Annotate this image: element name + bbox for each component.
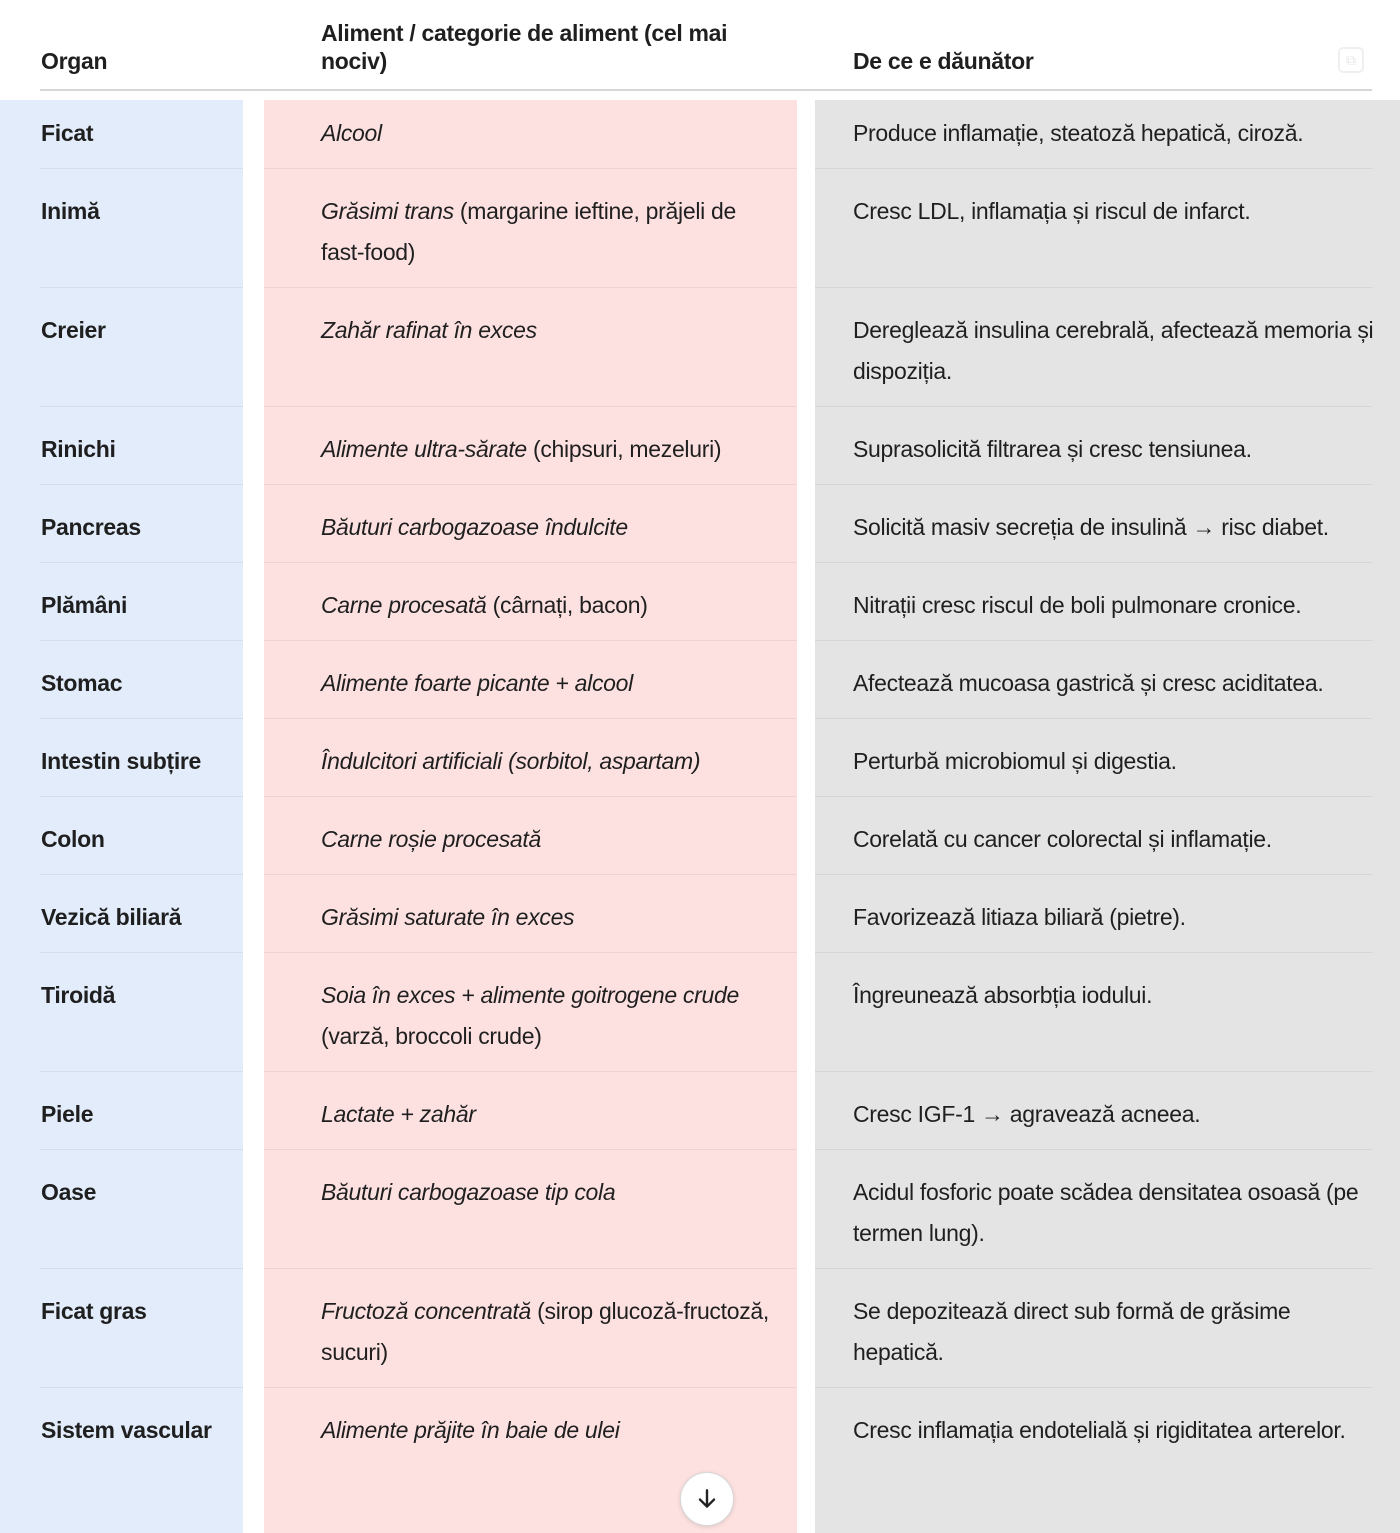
food-cell [321,1291,781,1373]
reason-cell: Produce inflamație, steatoză hepatică, ciroză. [853,120,1304,146]
food-cell-emphasis: Băuturi carbogazoase tip cola [321,1179,616,1205]
organ-cell: Tiroidă [41,982,116,1008]
food-cell-detail: (cârnați, bacon) [486,592,648,618]
reason-cell: Afectează mucoasa gastrică și cresc aciditatea. [853,670,1324,696]
arrow-down-icon [694,1486,720,1512]
table-row [0,563,1400,641]
reason-cell: Cresc IGF-1 → agravează acneea. [853,1101,1201,1127]
food-cell [321,585,781,626]
table-row [0,641,1400,719]
food-cell-emphasis: Lactate + zahăr [321,1101,476,1127]
organ-cell: Creier [41,317,106,343]
food-cell-detail: (margarine ieftine, prăjeli de fast-food) [321,198,737,265]
food-cell [321,1094,781,1135]
food-cell [321,310,781,351]
organ-cell: Ficat gras [41,1298,147,1324]
food-cell-detail: (varză, broccoli crude) [321,1023,542,1049]
food-cell-emphasis: Grăsimi trans [321,198,454,224]
organ-food-table [0,91,1400,1507]
food-cell [321,1172,781,1213]
table-row [0,875,1400,953]
organ-cell: Rinichi [41,436,116,462]
organ-cell: Colon [41,826,105,852]
food-cell [321,429,781,470]
reason-cell: Acidul fosforic poate scădea densitatea osoasă (pe termen lung). [853,1179,1359,1246]
food-cell-emphasis: Soia în exces + alimente goitrogene crude [321,982,739,1008]
food-cell [321,507,781,548]
table-row [0,719,1400,797]
table-row [0,953,1400,1072]
table-row [0,169,1400,288]
organ-cell: Inimă [41,198,100,224]
food-cell [321,975,781,1057]
food-cell [321,1410,781,1451]
reason-cell: Dereglează insulina cerebrală, afectează memoria și dispoziția. [853,317,1374,384]
reason-cell: Solicită masiv secreția de insulină → risc diabet. [853,514,1329,540]
reason-cell: Cresc inflamația endotelială și rigiditatea arterelor. [853,1417,1346,1443]
food-cell-emphasis: Fructoză concentrată [321,1298,532,1324]
scroll-down-button[interactable] [680,1472,734,1526]
food-cell-emphasis: Alcool [321,120,382,146]
organ-cell: Vezică biliară [41,904,182,930]
reason-cell: Favorizează litiaza biliară (pietre). [853,904,1186,930]
organ-cell: Oase [41,1179,97,1205]
food-cell [321,113,781,154]
food-cell-emphasis: Grăsimi saturate în exces [321,904,575,930]
reason-cell: Corelată cu cancer colorectal și inflamație. [853,826,1272,852]
header-organ: Organ [41,48,108,74]
food-cell-emphasis: Băuturi carbogazoase îndulcite [321,514,628,540]
table-row [0,1269,1400,1388]
food-cell-emphasis: Carne roșie procesată [321,826,541,852]
food-cell-emphasis: Alimente ultra-sărate [321,436,527,462]
organ-cell: Intestin subțire [41,748,202,774]
food-cell-emphasis: Alimente foarte picante + alcool [321,670,633,696]
copy-icon[interactable]: ⧉ [1338,47,1364,73]
organ-cell: Pancreas [41,514,141,540]
food-cell-emphasis: Alimente prăjite în baie de ulei [321,1417,620,1443]
reason-cell: Nitrații cresc riscul de boli pulmonare cronice. [853,592,1302,618]
reason-cell: Perturbă microbiomul și digestia. [853,748,1177,774]
table-row [0,1150,1400,1269]
organ-cell: Stomac [41,670,123,696]
table-header [40,0,1372,91]
food-cell [321,819,781,860]
table-row [0,288,1400,407]
organ-cell: Piele [41,1101,94,1127]
reason-cell: Suprasolicită filtrarea și cresc tensiunea. [853,436,1252,462]
food-cell [321,741,781,782]
organ-cell: Ficat [41,120,94,146]
food-cell-detail: (sirop glucoză-fructoză, sucuri) [321,1298,769,1365]
header-food: Aliment / categorie de aliment (cel mai nociv) [321,20,728,74]
food-cell-emphasis: Carne procesată [321,592,487,618]
organ-cell: Sistem vascular [41,1417,212,1443]
food-cell-emphasis: Zahăr rafinat în exces [321,317,537,343]
reason-cell: Se depozitează direct sub formă de grăsime hepatică. [853,1298,1291,1365]
table-row [0,1072,1400,1150]
food-cell [321,897,781,938]
food-cell [321,191,781,273]
food-cell [321,663,781,704]
table-row [0,797,1400,875]
food-cell-emphasis: Îndulcitori artificiali (sorbitol, aspartam) [321,748,701,774]
table-row [0,91,1400,169]
header-reason: De ce e dăunător [853,48,1034,74]
table-row [0,485,1400,563]
reason-cell: Cresc LDL, inflamația și riscul de infarct. [853,198,1251,224]
table-row [0,407,1400,485]
reason-cell: Îngreunează absorbția iodului. [853,982,1153,1008]
food-cell-detail: (chipsuri, mezeluri) [526,436,722,462]
organ-cell: Plămâni [41,592,128,618]
